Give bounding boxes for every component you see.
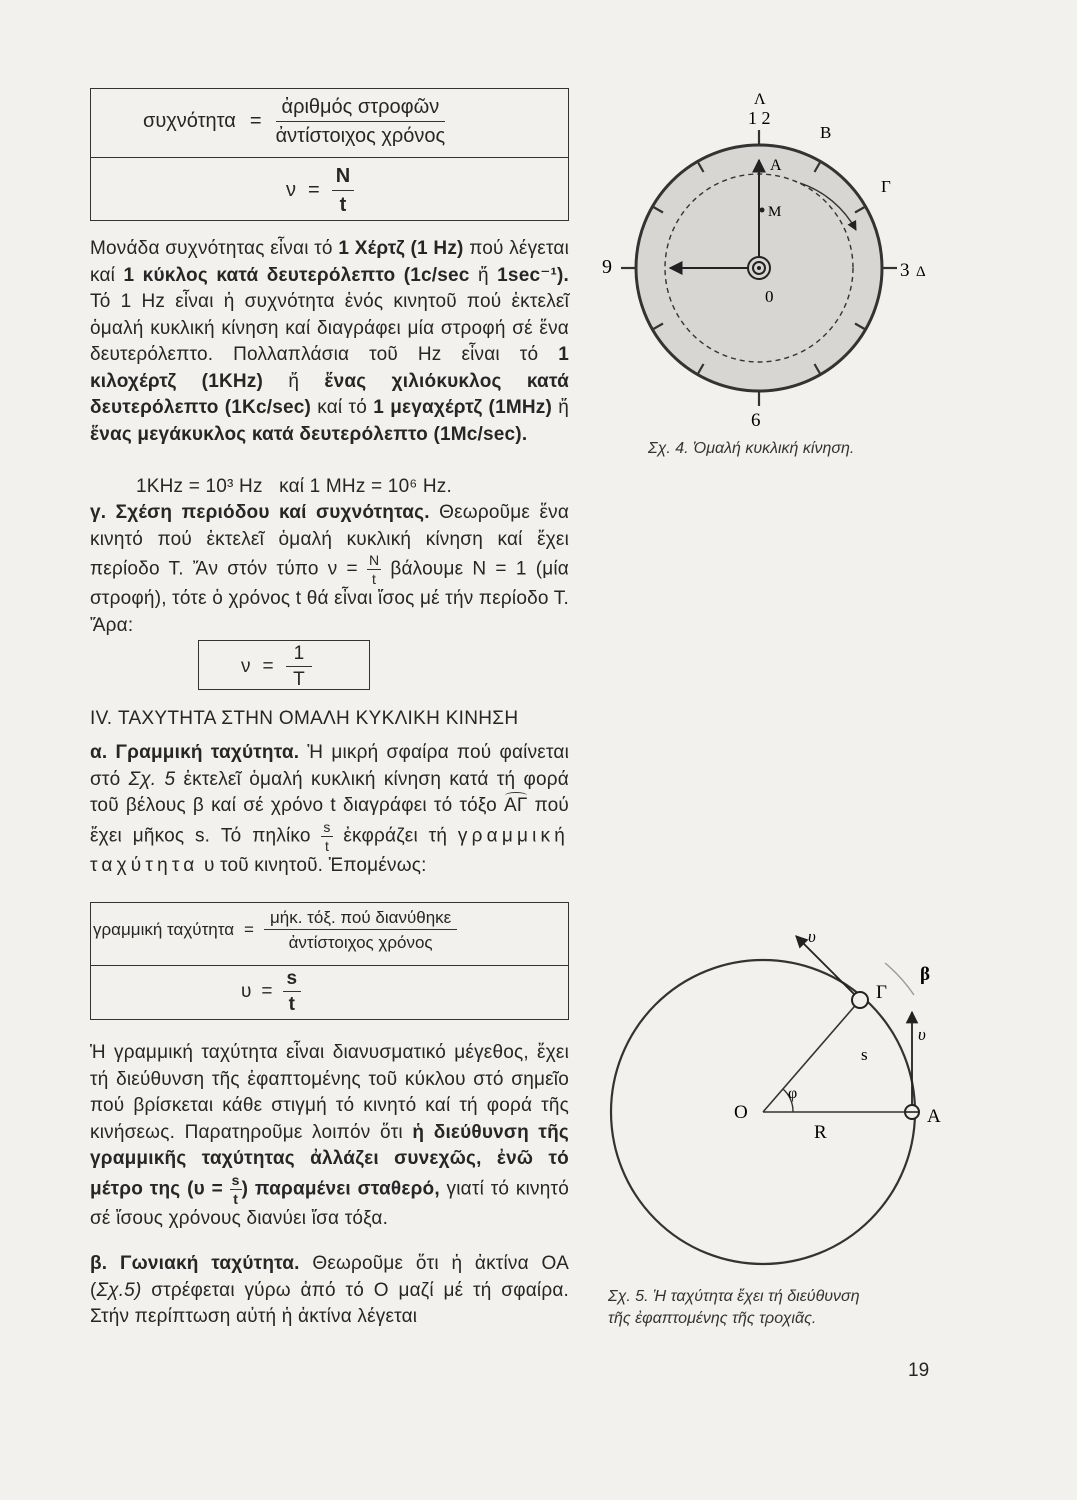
fraction-numerator: μήκ. τόξ. πού διανύθηκε	[264, 909, 457, 930]
text: Θεωροῦμε ἕνα κινητό πού ἐκτελεῖ ὁμαλή κυκλική κίνηση καί ἔχει περίοδο Τ. Ἄν στόν τύπο ν =	[90, 502, 569, 580]
linear-velocity-definition	[93, 909, 563, 951]
text: πού ἔχει μῆκος s. Τό πηλίκο	[90, 795, 569, 847]
text: στρέφεται γύρω ἀπό τό Ο μαζί μέ τή σφαίρα. Στήν περίπτωση αὐτή ἡ ἀκτίνα λέγεται	[90, 1279, 569, 1327]
bold-text: ) παραμένει σταθερό,	[241, 1178, 440, 1200]
fraction-denominator: t	[372, 571, 377, 587]
label-gamma: Γ	[876, 982, 887, 1003]
radius-og	[763, 1000, 860, 1112]
section-title: β. Γωνιακή ταχύτητα.	[90, 1253, 300, 1274]
text: ἐκφράζει τή	[332, 825, 458, 847]
text: πού λέγεται καί	[90, 238, 569, 286]
frequency-fraction	[276, 97, 446, 146]
fraction-numerator: s	[231, 1171, 240, 1188]
equals-sign: =	[308, 179, 320, 201]
text: ἤ	[552, 397, 570, 418]
inline-fraction	[230, 1173, 242, 1206]
section-title: γ. Σχέση περιόδου καί συχνότητας.	[90, 502, 430, 523]
text: Ἡ γραμμική ταχύτητα εἶναι διανυσματικό μέγεθος, ἔχει τή διεύθυνση τῆς ἐφαπτομένης τοῦ κύκλου στό σημεῖο πού βρίσκεται κάθε στιγμή τό κινητό καί τή φορά τῆς κινήσεως. Παρατηροῦμε λοιπόν ὅτι	[90, 1042, 569, 1143]
n-symbol: N	[332, 166, 354, 191]
equals-sign: =	[261, 980, 273, 1002]
text: καί τό	[311, 397, 374, 418]
point-m	[760, 208, 765, 213]
text: Τό 1 Hz εἶναι ἡ συχνότητα ἑνός κινητοῦ πού ἐκτελεῖ ὁμαλή κυκλική κίνηση καί διαγράφει μία στροφή σέ ἕνα δευτερόλεπτο. Πολλαπλάσια τοῦ Hz εἶναι τό	[90, 291, 569, 365]
period-frequency-paragraph	[90, 500, 569, 639]
section-title: α. Γραμμική ταχύτητα.	[90, 742, 300, 763]
arc-text: ΑΓ	[503, 795, 528, 816]
text: ἐκτελεῖ ὁμαλή κυκλική κίνηση κατά τή φορά τοῦ βέλους β καί σέ χρόνο t διαγράφει τό τόξο	[90, 768, 569, 816]
arc-label	[504, 795, 528, 816]
period-formula	[241, 644, 312, 689]
frequency-symbolic	[286, 166, 354, 215]
fraction-denominator: t	[233, 1190, 239, 1207]
text: ἤ	[263, 370, 325, 392]
label-r: R	[814, 1122, 827, 1143]
label-lambda: Λ	[754, 91, 766, 108]
label-o: Ο	[734, 1102, 748, 1123]
section-heading: IV. ΤΑΧΥΤΗΤΑ ΣΤΗΝ ΟΜΑΛΗ ΚΥΚΛΙΚΗ ΚΙΝΗΣΗ	[90, 708, 519, 729]
text: υ τοῦ κινητοῦ. Ἐπομένως:	[198, 854, 427, 876]
bold-text: 1 Χέρτζ (1 Hz)	[338, 238, 464, 259]
u-symbol: υ	[241, 980, 252, 1002]
one-over-t	[286, 644, 313, 689]
label-0: 0	[765, 287, 774, 306]
label-3: 3	[900, 260, 910, 281]
equals-sign: =	[249, 110, 262, 132]
caption-line-2: τῆς ἐφαπτομένης τῆς τροχιᾶς.	[608, 1310, 817, 1327]
frequency-units-paragraph	[90, 236, 569, 448]
bold-text: ἕνας χιλιόκυκλος κατά δευτερόλεπτο (1Kc/sec)	[90, 370, 569, 418]
frequency-formula-box	[90, 88, 569, 221]
fraction-numerator: N	[368, 552, 380, 568]
nu-symbol: ν	[241, 655, 251, 677]
frequency-label: συχνότητα	[143, 110, 236, 132]
linear-velocity-paragraph	[90, 740, 569, 879]
label-b: Β	[820, 123, 832, 142]
figure-4-clock-diagram	[590, 80, 990, 470]
figure-4-caption: Σχ. 4. Ὁμαλή κυκλική κίνηση.	[648, 440, 855, 457]
units-line: 1KHz = 10³ Hz καί 1 MHz = 10⁶ Hz.	[136, 476, 452, 497]
fraction-denominator: ἀντίστοιχος χρόνος	[275, 125, 446, 147]
fraction-denominator: ἀντίστοιχος χρόνος	[288, 933, 433, 952]
formula-divider	[91, 157, 568, 158]
frequency-definition	[143, 97, 563, 146]
label-v-top: υ	[808, 927, 816, 946]
linear-velocity-label: γραμμική ταχύτητα	[93, 920, 235, 939]
label-gamma: Γ	[881, 177, 891, 196]
label-9: 9	[602, 256, 612, 278]
linear-velocity-symbolic	[241, 969, 301, 1014]
text: Θεωροῦμε ὅτι ἡ ἀκτίνα ΟΑ (	[90, 1253, 569, 1301]
page-number: 19	[908, 1360, 930, 1381]
s-over-t	[283, 969, 302, 1014]
label-a: Α	[770, 157, 782, 174]
bold-text: 1sec⁻¹).	[497, 264, 569, 286]
spaced-emphasis: γραμμική ταχύτητα	[90, 825, 569, 876]
fraction-denominator: T	[293, 669, 305, 690]
direction-arc-beta	[885, 963, 914, 995]
label-m: Μ	[768, 204, 782, 220]
fraction-denominator: t	[324, 837, 330, 854]
figure-5-caption	[608, 1286, 860, 1330]
text: Ἡ μικρή σφαίρα πού φαίνεται στό	[90, 742, 569, 790]
text: ἤ	[469, 264, 498, 286]
fraction-numerator: ἀριθμός στροφῶν	[276, 97, 446, 122]
figure-reference: Σχ. 5	[128, 768, 176, 790]
fraction-numerator: 1	[286, 644, 313, 667]
text: γιατί τό κινητό σέ ἴσους χρόνους διανύει ἴσα τόξα.	[90, 1178, 569, 1229]
velocity-vector-gamma	[796, 936, 860, 1000]
linear-velocity-formula-box	[90, 902, 569, 1020]
label-delta: Δ	[916, 264, 926, 280]
label-phi: φ	[788, 1085, 798, 1102]
bold-text: 1 κύκλος κατά δευτερόλεπτο (1c/sec	[123, 264, 470, 286]
linear-velocity-fraction	[264, 909, 457, 951]
s-symbol: s	[283, 969, 302, 992]
inline-fraction	[367, 553, 381, 586]
label-v-right: υ	[918, 1025, 926, 1044]
fraction-numerator: s	[323, 818, 331, 835]
formula-divider	[91, 965, 568, 966]
nu-symbol: ν	[286, 179, 296, 201]
t-symbol: t	[288, 994, 295, 1015]
ball-gamma	[852, 992, 868, 1008]
arc-mark	[505, 792, 527, 799]
label-a: Α	[927, 1106, 941, 1127]
label-beta: β	[920, 964, 931, 985]
figure-5-velocity-diagram	[590, 920, 990, 1300]
t-symbol: t	[339, 194, 347, 216]
bold-text: ἡ διεύθυνση τῆς γραμμικῆς ταχύτητας ἀλλάζει συνεχῶς, ἐνῶ τό μέτρο της (υ =	[90, 1121, 569, 1200]
bold-text: ἕνας μεγάκυκλος κατά δευτερόλεπτο (1Mc/sec).	[90, 423, 528, 445]
label-s: s	[861, 1045, 868, 1064]
n-over-t	[332, 166, 354, 215]
period-formula-box	[198, 640, 370, 690]
label-6: 6	[751, 410, 761, 431]
bold-text: 1 κιλοχέρτζ (1KHz)	[90, 344, 569, 392]
angular-velocity-paragraph	[90, 1251, 569, 1331]
inline-fraction	[321, 820, 332, 853]
text: βάλουμε Ν = 1 (μία στροφή), τότε ὁ χρόνος t θά εἶναι ἴσος μέ τήν περίοδο Τ. Ἄρα:	[90, 558, 569, 636]
center-dot	[757, 266, 761, 270]
caption-line-1: Σχ. 5. Ἡ ταχύτητα ἔχει τή διεύθυνση	[608, 1288, 860, 1305]
equals-sign: =	[262, 655, 274, 677]
vector-paragraph	[90, 1040, 569, 1232]
bold-text: 1 μεγαχέρτζ (1MHz)	[373, 397, 553, 418]
figure-reference: Σχ.5)	[96, 1279, 142, 1301]
equals-sign: =	[244, 920, 254, 939]
text: Μονάδα συχνότητας εἶναι τό	[90, 238, 339, 259]
label-12: 1 2	[748, 108, 771, 128]
